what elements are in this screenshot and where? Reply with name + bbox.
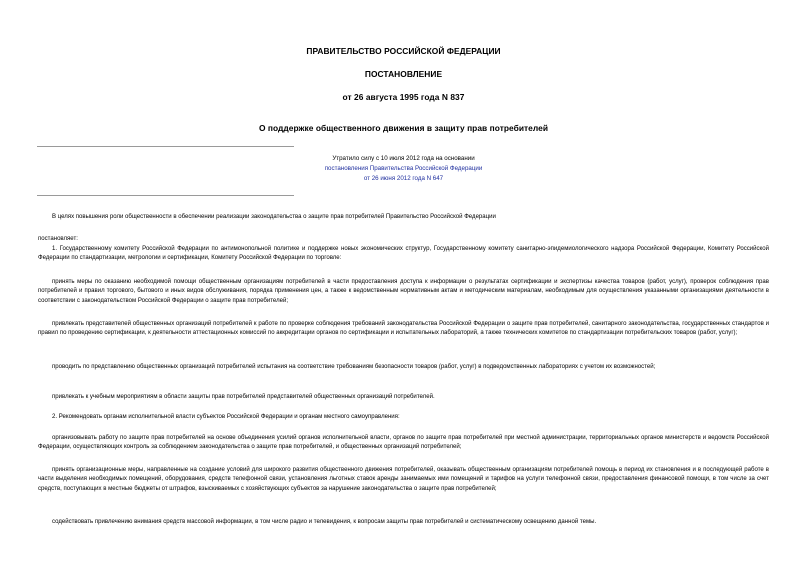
government-heading: ПРАВИТЕЛЬСТВО РОССИЙСКОЙ ФЕДЕРАЦИИ <box>306 46 501 56</box>
status-note-text: Утратило силу с 10 июля 2012 года на основании <box>332 155 475 162</box>
repeal-decree-link[interactable]: постановления Правительства Российской Федерации <box>324 165 483 172</box>
item-2a-paragraph: организовывать работу по защите прав потребителей на основе объединения усилий органов исполнительной власти, органов по защите прав потребителей при местной администрации, территориальных органов министерств и ведомств Российской Федерации, осуществляющих контроль за соблюдением законодательства о защите прав потребителей, и общественных организаций потребителей; <box>38 435 769 451</box>
status-note <box>0 154 807 184</box>
item-1b-paragraph: привлекать представителей общественных организаций потребителей к работе по проверке соблюдения требований законодательства Российской Федерации о защите прав потребителей, санитарного законодательства, государственных стандартов и правил по проведению сертификации, к деятельности аттестационных комиссий по аккредитации органов по сертификации и испытательных лабораторий, а также технических комитетов по стандартизации потребительских товаров (работ, услуг); <box>38 321 769 337</box>
repeal-decree-date-link[interactable]: от 26 июня 2012 года N 647 <box>363 175 444 182</box>
item-1-paragraph: 1. Государственному комитету Российской Федерации по антимонопольной политике и поддержке новых экономических структур, Государственному комитету санитарно-эпидемиологического надзора Российской Федерации, Комитету Российской Федерации по стандартизации, метрологии и сертификации, Комитету Российской Федерации по торговле: <box>38 246 769 262</box>
item-1c-paragraph: проводить по представлению общественных организаций потребителей испытания на соответствие требованиям безопасности товаров (работ, услуг) в подведомственных лабораториях с учетом их возможностей; <box>52 364 656 370</box>
bottom-divider <box>37 195 294 196</box>
date-number-heading: от 26 августа 1995 года N 837 <box>342 92 465 102</box>
document-title: О поддержке общественного движения в защиту прав потребителей <box>258 123 549 133</box>
decree-word: постановляет: <box>38 236 78 242</box>
item-1d-paragraph: привлекать к учебным мероприятиям в области защиты прав потребителей представителей общественных организаций потребителей. <box>52 394 435 400</box>
top-divider <box>37 146 294 147</box>
intro-paragraph: В целях повышения роли общественности в обеспечении реализации законодательства о защите прав потребителей Правительство Российской Федерации <box>52 214 496 220</box>
item-2b-paragraph: принять организационные меры, направленные на создание условий для широкого развития общественного движения потребителей, оказывать общественным организациям потребителей помощь в период их становления и в последующей работе в части выделения необходимых помещений, оборудования, средств телефонной связи, установления льготных ставок аренды занимаемых ими помещений и тарифов на услуги телефонной связи, предоставления финансовой помощи, в том числе за счет средств, поступающих в местные бюджеты от штрафов, взыскиваемых с хозяйствующих субъектов за нарушение законодательства о защите прав потребителей; <box>38 467 769 492</box>
item-2-paragraph: 2. Рекомендовать органам исполнительной власти субъектов Российской Федерации и органам местного самоуправления: <box>52 414 400 420</box>
document-type-heading: ПОСТАНОВЛЕНИЕ <box>364 69 443 79</box>
item-1a-paragraph: принять меры по оказанию необходимой помощи общественным организациям потребителей в части предоставления доступа к информации о результатах сертификации и экспертизы качества товаров (работ, услуг), проверок соблюдения прав потребителей и правил торгового, бытового и иных видов обслуживания, порядка применения цен, а также к ведомственным нормативным актам и методическим материалам, необходимым для осуществления указанными организациями деятельности в соответствии с законодательством Российской Федерации о защите прав потребителей; <box>38 279 769 304</box>
item-2c-paragraph: содействовать привлечению внимания средств массовой информации, в том числе радио и телевидения, к вопросам защиты прав потребителей и систематическому освещению данной темы. <box>52 519 597 525</box>
